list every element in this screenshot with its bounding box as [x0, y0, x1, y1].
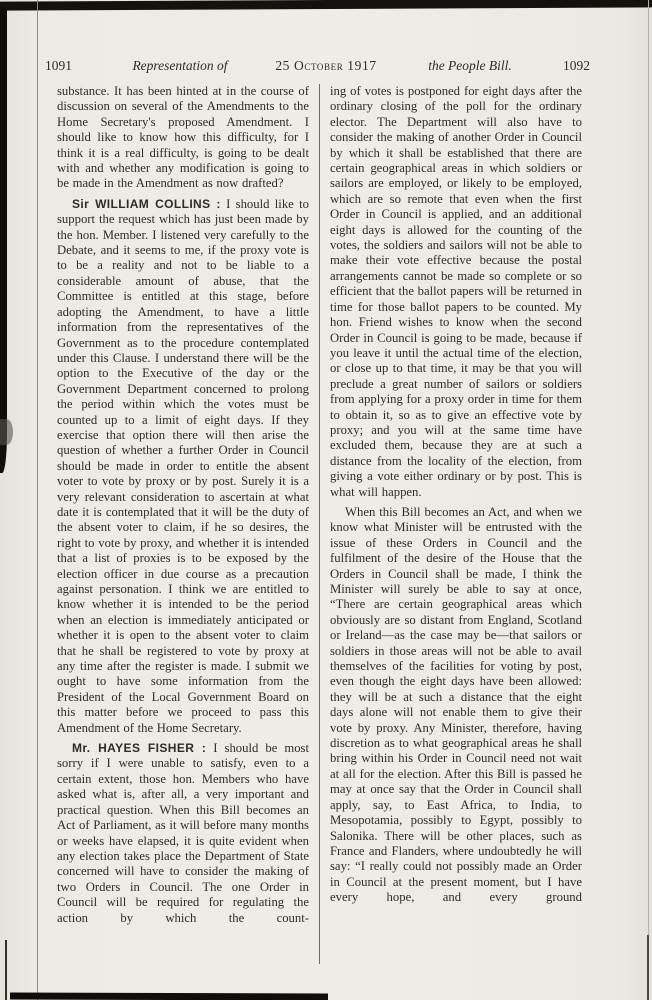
speaker-name: Sir WILLIAM COLLINS : — [72, 196, 221, 211]
paragraph: Mr. HAYES FISHER : I should be most sorry if I were unable to satisfy, even to a certain extent, those hon. Members who have asked what is, after all, a very important and practical question. When this Bill becomes an Act of Parliament, as it will before many months or weeks have elapsed, it is quite evident when any election takes place the Department of State concerned will have to consider the making of two Orders in Council. The one Order in Council will be required for regulating the action by which the count- — [57, 741, 309, 925]
paragraph: ing of votes is postponed for eight days after the ordinary closing of the poll for the ordinary elector. The Department will also have to consider the making of another Order in Council by which it shall be established that there are certain geographical areas in which soldiers or sailors are employed, or likely to be employed, which are so remote that even when the first Order in Council is applied, and an additional eight days is allowed for the counting of the votes, the soldiers and sailors will not be able to make their vote effective because the postal arrangements cannot be made so complete or so efficient that the ballot papers will be returned in time for those ballot papers to be counted. My hon. Friend wishes to know when the second Order in Council is going to be made, because if you leave it until the actual time of the election, or close up to that time, it may be that you will preclude a great number of sailors or soldiers from applying for a proxy order in time for them to obtain it, so as to give an effective vote by proxy; and you will at the same time have excluded them, because they are at such a distance from the locality of the election, from giving a vote either ordinary or by post. This is what will happen. — [330, 84, 582, 499]
right-edge-rule — [648, 0, 649, 1000]
page-number-right: 1092 — [563, 58, 590, 73]
text-columns — [57, 84, 582, 926]
page-number-left: 1091 — [45, 58, 72, 73]
running-title-left: Representation of — [132, 58, 228, 73]
scan-edge-bottom-bar — [10, 992, 328, 1000]
scan-edge-bottom-left-line — [5, 940, 7, 1000]
running-title-right: the People Bill. — [428, 58, 512, 73]
paragraph: substance. It has been hinted at in the course of discussion on several of the Amendments to the Home Secretary's proposed Amendment. I should like to know how this difficulty, for I think it is a real difficulty, is going to be dealt with and whether any modification is going to be made in the Amendment as now drafted? — [57, 84, 309, 191]
scan-edge-left-bump — [0, 419, 13, 445]
left-column — [57, 84, 309, 926]
paragraph: Sir WILLIAM COLLINS : I should like to support the request which has just been made by the hon. Member. I listened very carefully to the Debate, and it seems to me, if the proxy vote is to be a reality and not to be liable to a considerable amount of abuse, that the Committee is entitled at this stage, before adopting the Amendment, to have a little information from the representatives of the Government as to the procedure contemplated under this Clause. I understand there will be the option to the Executive of the day or the Government Department concerned to prolong the period within which the votes must be counted up to a limit of eight days. If they exercise that option there will then arise the question of whether a further Order in Council should be made in order to entitle the absent voter to vote by proxy or by post. Surely it is a very relevant consideration to ascertain at what date it is contemplated that it will be the duty of the absent voter to claim, if he so desires, the right to vote by proxy, and whether it is intended that a list of proxies is to be exposed by the election officer in due course as a precaution against personation. I think we are entitled to know whether it is intended to be the period when an election is immediately anticipated or whether it is open to the absent voter to claim that he shall be registered to vote by proxy at any time after the register is made. I submit we ought to have some information from the President of the Local Government Board on this matter before we proceed to pass this Amendment of the Home Secretary. — [57, 196, 309, 735]
right-edge-rule-dark — [647, 935, 649, 1000]
paragraph: When this Bill becomes an Act, and when we know what Minister will be entrusted with the issue of these Orders in Council and the fulfilment of the desire of the House that the Orders in Council shall be made, I think the Minister will surely be able to say at once, “There are certain geographical areas which obviously are so distant from England, Scotland or Ireland—as the case may be—that sailors or soldiers in those areas will not be able to avail themselves of the facilities for voting by post, even though the eight days have been allowed: they will be at such a distance that the eight days alone will not enable them to give their vote by proxy. Any Minister, therefore, having discretion as to what geographical areas he shall bring within his Order in Council need not wait at all for the election. After this Bill is passed he may at once say that the Order in Council shall apply, say, to East Africa, to India, to Mesopotamia, possibly to Egypt, possibly to Salonika. There will be other places, such as France and Flanders, where undoubtedly he will say: “I really could not possibly made an Order in Council at the present moment, but I have every hope, and every ground — [330, 504, 582, 905]
scan-edge-top-bar — [0, 0, 652, 11]
speaker-name: Mr. HAYES FISHER : — [72, 741, 207, 756]
left-margin-rule — [37, 0, 38, 1000]
running-header — [0, 58, 652, 78]
debate-date: 25 October 1917 — [275, 58, 377, 73]
right-column — [330, 84, 582, 926]
